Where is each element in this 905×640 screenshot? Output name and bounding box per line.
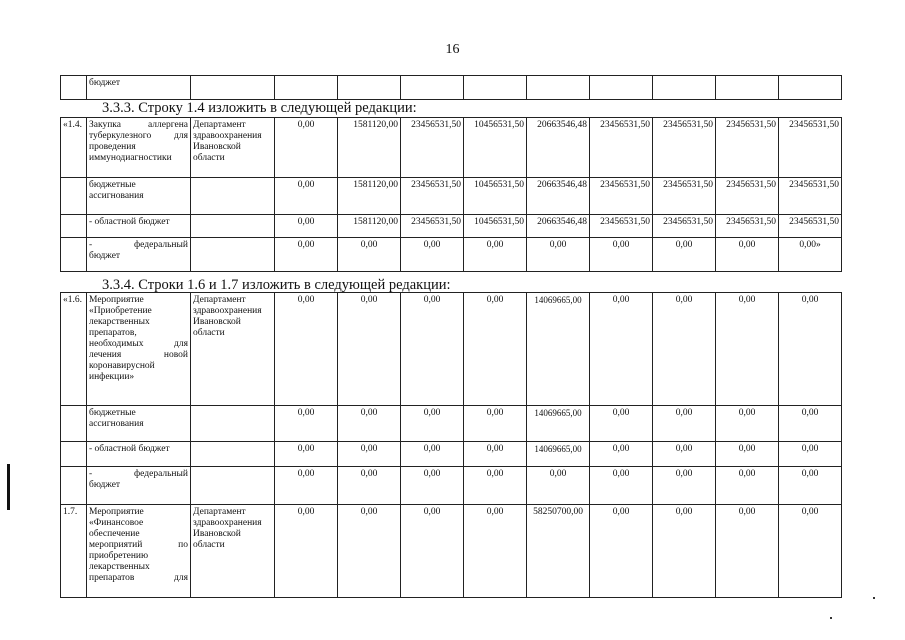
row-executor: Департамент здравоохранения Ивановской области bbox=[191, 293, 275, 406]
name-word: для bbox=[174, 573, 188, 583]
value-cell: 0,00 bbox=[590, 442, 653, 467]
value-cell: 0,00 bbox=[464, 442, 527, 467]
row-name: - областной бюджет bbox=[87, 215, 191, 238]
table-fragment-top bbox=[60, 75, 842, 100]
value-cell: 0,00 bbox=[338, 238, 401, 272]
value-cell: 0,00 bbox=[653, 442, 716, 467]
value-cell: 23456531,50 bbox=[590, 178, 653, 215]
value-cell: 20663546,48 bbox=[527, 215, 590, 238]
name-word: мероприятий bbox=[89, 540, 143, 550]
name-line: препаратов, bbox=[89, 328, 137, 338]
section-heading-3-3-3: 3.3.3. Строку 1.4 изложить в следующей редакции: bbox=[102, 100, 417, 116]
name-word: лечения bbox=[89, 350, 122, 360]
value-cell: 14069665,00 bbox=[527, 406, 590, 442]
value-cell: 0,00 bbox=[779, 293, 842, 406]
name-line: лекарственных bbox=[89, 317, 150, 327]
value-cell: 23456531,50 bbox=[716, 118, 779, 178]
row-number: «1.6. bbox=[61, 293, 87, 406]
table-row bbox=[61, 442, 842, 467]
value-cell: 0,00 bbox=[590, 406, 653, 442]
value-cell: 23456531,50 bbox=[401, 215, 464, 238]
value-cell: 0,00 bbox=[590, 467, 653, 505]
name-word: федеральный bbox=[134, 240, 188, 250]
row-number: 1.7. bbox=[61, 505, 87, 598]
value-cell: 58250700,00 bbox=[527, 505, 590, 598]
value-cell: 0,00 bbox=[401, 406, 464, 442]
value-cell: 0,00 bbox=[590, 505, 653, 598]
value-cell: 0,00 bbox=[275, 238, 338, 272]
value-cell: 0,00 bbox=[464, 293, 527, 406]
value-cell: 0,00 bbox=[275, 406, 338, 442]
value-cell: 0,00 bbox=[401, 238, 464, 272]
value-cell: 23456531,50 bbox=[779, 215, 842, 238]
value-cell: 0,00 bbox=[401, 442, 464, 467]
name-line: Мероприятие bbox=[89, 507, 144, 517]
row-name bbox=[87, 238, 191, 272]
value-cell: 23456531,50 bbox=[779, 118, 842, 178]
value-cell: 0,00 bbox=[527, 238, 590, 272]
row-name: Закупка аллергена туберкулезного для проведения иммунодиагностики bbox=[87, 118, 191, 178]
value-cell: 0,00 bbox=[338, 505, 401, 598]
value-cell: 14069665,00 bbox=[527, 293, 590, 406]
value-cell: 0,00 bbox=[338, 293, 401, 406]
value-cell: 0,00 bbox=[464, 505, 527, 598]
table-row bbox=[61, 215, 842, 238]
name-word: для bbox=[174, 339, 188, 349]
name-line-2: бюджет bbox=[89, 480, 121, 490]
value-cell: 20663546,48 bbox=[527, 178, 590, 215]
value-cell: 0,00 bbox=[653, 467, 716, 505]
value-cell: 0,00 bbox=[590, 293, 653, 406]
value-cell: 0,00 bbox=[716, 442, 779, 467]
value-cell: 0,00 bbox=[401, 467, 464, 505]
value-cell: 0,00 bbox=[275, 467, 338, 505]
row-name bbox=[87, 467, 191, 505]
name-line: приобретению bbox=[89, 551, 149, 561]
value-cell: 1581120,00 bbox=[338, 178, 401, 215]
row-executor: Департамент здравоохранения Ивановской области bbox=[191, 505, 275, 598]
row-name bbox=[87, 505, 191, 598]
scan-margin-mark bbox=[7, 464, 10, 510]
value-cell: 0,00» bbox=[779, 238, 842, 272]
value-cell: 0,00 bbox=[401, 293, 464, 406]
section-heading-3-3-4: 3.3.4. Строки 1.6 и 1.7 изложить в следующей редакции: bbox=[102, 277, 451, 293]
value-cell: 23456531,50 bbox=[716, 178, 779, 215]
name-line: коронавирусной bbox=[89, 361, 155, 371]
value-cell: 0,00 bbox=[338, 467, 401, 505]
value-cell: 23456531,50 bbox=[779, 178, 842, 215]
value-cell: 0,00 bbox=[275, 442, 338, 467]
name-line: инфекции» bbox=[89, 372, 135, 382]
value-cell: 0,00 bbox=[716, 467, 779, 505]
value-cell: 0,00 bbox=[275, 118, 338, 178]
value-cell: 0,00 bbox=[338, 406, 401, 442]
name-line: лекарственных bbox=[89, 562, 150, 572]
value-cell: 23456531,50 bbox=[590, 118, 653, 178]
value-cell: 0,00 bbox=[590, 238, 653, 272]
value-cell: 1581120,00 bbox=[338, 118, 401, 178]
value-cell: 0,00 bbox=[275, 215, 338, 238]
table-rows-1-6-1-7 bbox=[60, 292, 842, 598]
row-name: бюджетные ассигнования bbox=[87, 178, 191, 215]
row-number: «1.4. bbox=[61, 118, 87, 178]
table-row bbox=[61, 76, 842, 100]
row-name: - областной бюджет bbox=[87, 442, 191, 467]
row-name bbox=[87, 293, 191, 406]
row-executor: Департамент здравоохранения Ивановской области bbox=[191, 118, 275, 178]
value-cell: 0,00 bbox=[464, 467, 527, 505]
table-row bbox=[61, 238, 842, 272]
name-word: препаратов bbox=[89, 573, 135, 583]
value-cell: 0,00 bbox=[779, 467, 842, 505]
name-line-2: бюджет bbox=[89, 251, 121, 261]
table-row-1-4 bbox=[60, 117, 842, 272]
value-cell: 23456531,50 bbox=[590, 215, 653, 238]
scan-speck bbox=[873, 597, 875, 599]
value-cell: 0,00 bbox=[653, 293, 716, 406]
name-line: «Финансовое bbox=[89, 518, 144, 528]
value-cell: 23456531,50 bbox=[401, 178, 464, 215]
value-cell: 0,00 bbox=[275, 293, 338, 406]
value-cell: 20663546,48 bbox=[527, 118, 590, 178]
table-row bbox=[61, 118, 842, 178]
value-cell: 0,00 bbox=[779, 505, 842, 598]
page-number: 16 bbox=[445, 42, 460, 57]
name-word: федеральный bbox=[134, 469, 188, 479]
name-word: необходимых bbox=[89, 339, 144, 349]
table-row bbox=[61, 505, 842, 598]
value-cell: 0,00 bbox=[716, 238, 779, 272]
row-name: бюджет bbox=[87, 76, 191, 100]
value-cell: 23456531,50 bbox=[716, 215, 779, 238]
name-word: по bbox=[178, 540, 188, 550]
dash: - bbox=[89, 240, 93, 250]
value-cell: 0,00 bbox=[464, 238, 527, 272]
name-line: «Приобретение bbox=[89, 306, 152, 316]
value-cell: 10456531,50 bbox=[464, 178, 527, 215]
value-cell: 0,00 bbox=[527, 467, 590, 505]
dash: - bbox=[89, 469, 93, 479]
value-cell: 23456531,50 bbox=[401, 118, 464, 178]
value-cell: 0,00 bbox=[464, 406, 527, 442]
value-cell: 0,00 bbox=[653, 505, 716, 598]
value-cell: 10456531,50 bbox=[464, 118, 527, 178]
value-cell: 0,00 bbox=[275, 178, 338, 215]
table-row bbox=[61, 178, 842, 215]
value-cell: 0,00 bbox=[716, 406, 779, 442]
name-word: новой bbox=[163, 350, 188, 360]
value-cell: 0,00 bbox=[275, 505, 338, 598]
value-cell: 23456531,50 bbox=[653, 215, 716, 238]
name-line: Мероприятие bbox=[89, 295, 144, 305]
table-row bbox=[61, 406, 842, 442]
value-cell: 10456531,50 bbox=[464, 215, 527, 238]
value-cell: 0,00 bbox=[716, 505, 779, 598]
value-cell: 0,00 bbox=[338, 442, 401, 467]
value-cell: 14069665,00 bbox=[527, 442, 590, 467]
value-cell: 23456531,50 bbox=[653, 178, 716, 215]
value-cell: 0,00 bbox=[779, 406, 842, 442]
value-cell: 23456531,50 bbox=[653, 118, 716, 178]
value-cell: 0,00 bbox=[653, 406, 716, 442]
value-cell: 0,00 bbox=[779, 442, 842, 467]
name-line: обеспечение bbox=[89, 529, 140, 539]
table-row bbox=[61, 467, 842, 505]
row-name: бюджетные ассигнования bbox=[87, 406, 191, 442]
value-cell: 0,00 bbox=[401, 505, 464, 598]
table-row bbox=[61, 293, 842, 406]
scan-speck bbox=[830, 617, 832, 619]
value-cell: 1581120,00 bbox=[338, 215, 401, 238]
value-cell: 0,00 bbox=[653, 238, 716, 272]
value-cell: 0,00 bbox=[716, 293, 779, 406]
